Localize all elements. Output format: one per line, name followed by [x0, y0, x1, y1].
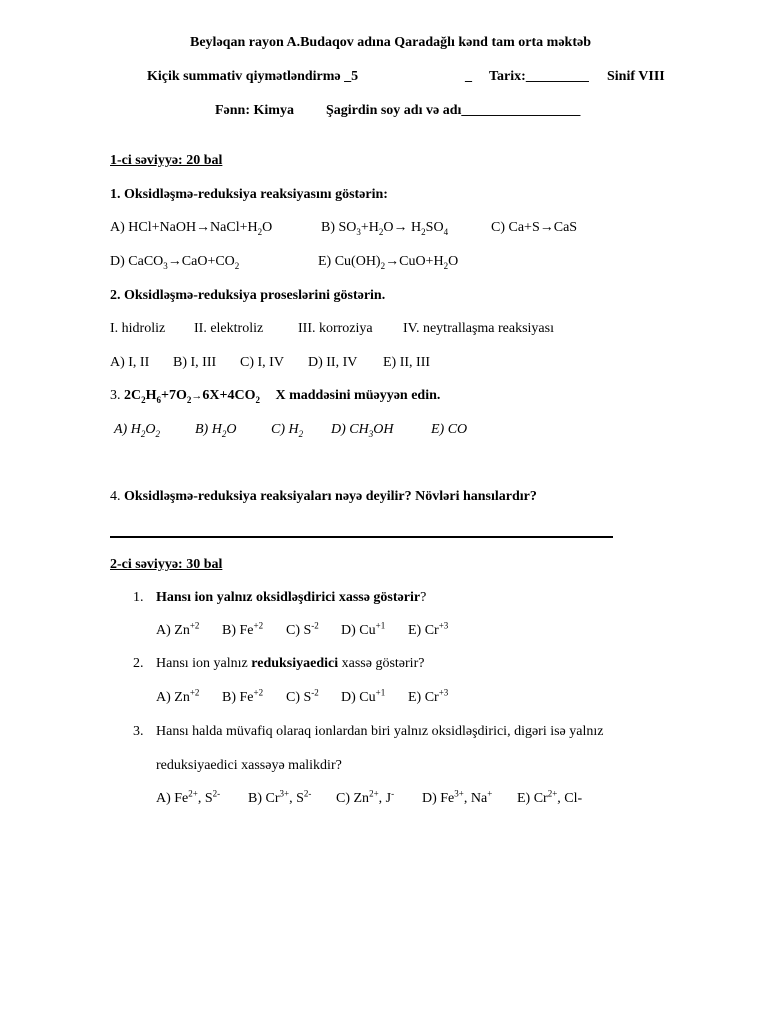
question-number: 4.: [110, 489, 121, 504]
l2-q1-text: Hansı ion yalnız oksidləşdirici xassə göstərir?: [156, 590, 427, 605]
l1-q1-option-e: E) $Cu(OH)_2\to CuO+H_2O$: [318, 254, 459, 271]
l1-q4-text: [110, 489, 537, 505]
header-dash: _: [465, 69, 472, 84]
school-title: Beyləqan rayon A.Budaqov adına Qaradağlı kənd tam orta məktəb: [190, 35, 591, 50]
l1-q2-item-4: IV. neytrallaşma reaksiyası: [403, 321, 554, 336]
l2-q2-option-d: D) $Cu^{+1}$: [341, 687, 386, 705]
l1-q3-option-a: A) $H_2O_2$: [114, 422, 160, 439]
l2-q1-option-c: C) $S^{-2}$: [286, 620, 319, 638]
l2-q1-option-d: D) $Cu^{+1}$: [341, 620, 386, 638]
l1-q2-option-c: C) I, IV: [240, 355, 284, 370]
l1-q2-option-e: E) II, III: [383, 355, 431, 370]
l1-q3-text: [110, 388, 440, 404]
l2-q3-text-line1: Hansı halda müvafiq olaraq ionlardan biri yalnız oksidləşdirici, digəri isə yalnız: [156, 724, 604, 739]
question-number: 1.: [110, 187, 121, 202]
question-number: 1.: [133, 590, 144, 605]
l2-q2-option-a: A) $Zn^{+2}$: [156, 687, 200, 705]
question-number: 3.: [110, 388, 121, 403]
l2-q3-option-d: D) $Fe^{3+}$, Na+: [422, 788, 493, 806]
l1-q1-option-c: C) Ca+S→CaS: [491, 220, 578, 235]
l1-q3-option-d: D) $CH_3OH$: [331, 422, 394, 439]
l1-q3-option-c: C) $H_2$: [271, 422, 304, 439]
l1-q3-option-e: E) CO: [431, 422, 468, 437]
question-text: Oksidləşmə-reduksiya reaksiyasını göstərin:: [124, 187, 388, 202]
l1-q2-option-a: A) I, II: [110, 355, 150, 370]
l2-q3-text-line2: reduksiyaedici xassəyə malikdir?: [156, 758, 342, 773]
date-field: Tarix:_________: [489, 69, 589, 84]
l1-q1-text: [110, 187, 388, 203]
student-name-field: Şagirdin soy adı və adı_________________: [326, 103, 581, 118]
l2-q2-option-b: B) $Fe^{+2}$: [222, 687, 264, 705]
l2-q2-option-c: C) $S^{-2}$: [286, 687, 319, 705]
reaction-equation: $2C_2H_6+7O_2\to 6X+4CO_2$: [124, 388, 260, 405]
l2-q2-option-e: E) $Cr^{+3}$: [408, 687, 449, 705]
level2-title: 2-ci səviyyə: 30 bal: [110, 557, 223, 572]
question-number: 3.: [133, 724, 144, 739]
l2-q1-option-a: A) $Zn^{+2}$: [156, 620, 200, 638]
question-text: Hansı ion yalnız oksidləşdirici xassə göstərir: [156, 590, 421, 605]
l1-q2-item-2: II. elektroliz: [194, 321, 264, 336]
l1-q2-option-d: D) II, IV: [308, 355, 358, 370]
question-task: X maddəsini müəyyən edin.: [275, 388, 441, 403]
l1-q2-text: [110, 288, 385, 304]
level1-title: 1-ci səviyyə: 20 bal: [110, 153, 223, 168]
l1-q2-option-b: B) I, III: [173, 355, 217, 370]
l2-q3-option-a: A) $Fe^{2+}$, $S^{2-}$: [156, 788, 221, 806]
l2-q3-option-c: C) $Zn^{2+}$, J-: [336, 788, 395, 806]
l2-q3-option-b: B) $Cr^{3+}$, $S^{2-}$: [248, 788, 312, 806]
l2-q3-option-e: E) $Cr^{2+}$, Cl-: [517, 788, 583, 806]
l1-q1-option-b: B) $SO_3+H_2O\to H_2SO_4$: [321, 220, 449, 237]
question-text: Oksidləşmə-reduksiya reaksiyaları nəyə deyilir? Növləri hansılardır?: [124, 489, 537, 504]
l1-q3-option-b: B) $H_2O$: [195, 422, 237, 439]
l2-q1-option-e: E) $Cr^{+3}$: [408, 620, 449, 638]
subject-label: Fənn: Kimya: [215, 103, 294, 118]
l1-q1-option-a: A) $HCl+NaOH\to NaCl+H_2O$: [110, 220, 273, 237]
question-number: 2.: [133, 656, 144, 671]
grade-label: Sinif VIII: [607, 69, 665, 84]
question-text: . Oksidləşmə-reduksiya proseslərini göstərin.: [117, 288, 386, 303]
l1-q2-item-1: I. hidroliz: [110, 321, 166, 336]
l1-q1-option-d: D) $CaCO_3\to CaO+CO_2$: [110, 254, 240, 271]
assessment-title: Kiçik summativ qiymətləndirmə _5: [147, 69, 359, 84]
l2-q1-option-b: B) $Fe^{+2}$: [222, 620, 264, 638]
l2-q2-text: Hansı ion yalnız reduksiyaedici xassə göstərir?: [156, 656, 425, 671]
l1-q2-item-3: III. korroziya: [298, 321, 373, 336]
question-number: 2: [110, 288, 117, 303]
answer-line: [110, 536, 613, 538]
